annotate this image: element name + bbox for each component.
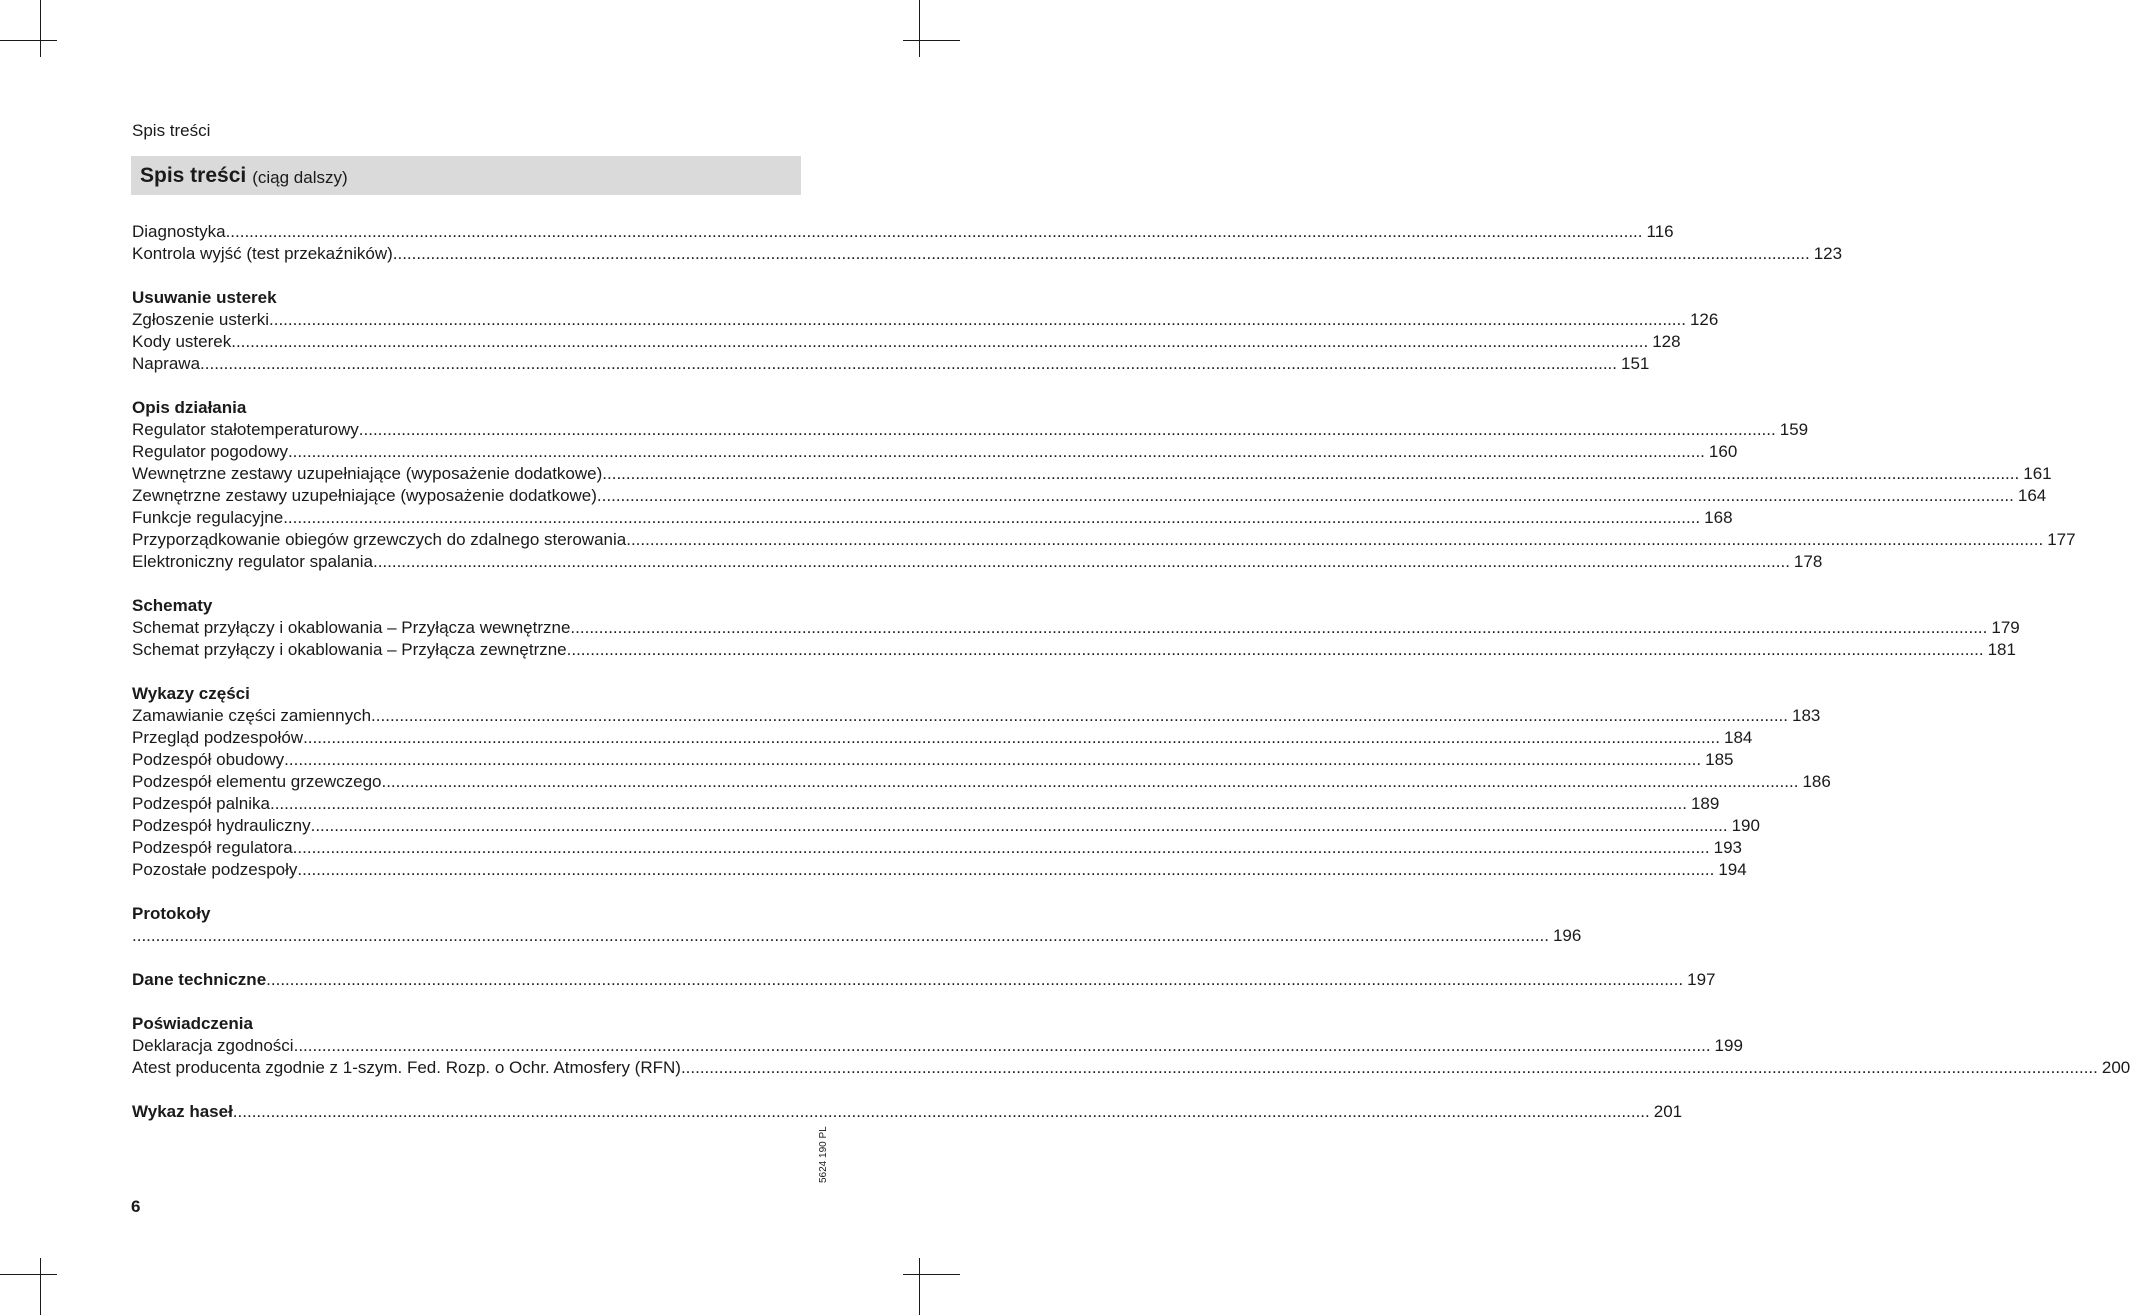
toc-entry[interactable] bbox=[132, 243, 1843, 265]
dot-leader: ............................................................................................................................................................................................................................................................................................................ bbox=[287, 442, 1705, 461]
banner-title: Spis treści bbox=[140, 163, 247, 187]
toc-entry[interactable] bbox=[132, 1101, 1683, 1123]
section-title: Usuwanie usterek bbox=[132, 288, 277, 307]
dot-leader: ............................................................................................................................................................................................................................................................................................................ bbox=[225, 222, 1643, 241]
toc-section bbox=[132, 1013, 2130, 1079]
entry-page-number: 196 bbox=[1552, 926, 1582, 945]
toc-entry[interactable] bbox=[132, 815, 1760, 837]
crop-mark-bottom-left-v bbox=[40, 1258, 41, 1315]
dot-leader: ............................................................................................................................................................................................................................................................................................................ bbox=[371, 706, 1788, 725]
entry-page-number: 151 bbox=[1621, 354, 1650, 373]
entry-label: Zewnętrzne zestawy uzupełniające (wyposażenie dodatkowe) bbox=[132, 486, 597, 505]
entry-page-number: 123 bbox=[1813, 244, 1843, 263]
toc-section bbox=[132, 221, 1843, 265]
entry-label: Podzespół palnika bbox=[132, 794, 270, 813]
entry-page-number: 190 bbox=[1731, 816, 1760, 835]
entry-label: Funkcje regulacyjne bbox=[132, 508, 284, 527]
toc-entry[interactable] bbox=[132, 419, 1809, 441]
entry-page-number: 181 bbox=[1987, 640, 2016, 659]
entry-label: Dane techniczne bbox=[132, 970, 267, 989]
toc-entry[interactable] bbox=[132, 529, 2076, 551]
entry-page-number: 116 bbox=[1646, 222, 1674, 241]
toc-banner bbox=[131, 156, 801, 195]
entry-page-number: 201 bbox=[1653, 1102, 1683, 1121]
toc-entry[interactable] bbox=[132, 925, 1582, 947]
dot-leader: ............................................................................................................................................................................................................................................................................................................ bbox=[602, 464, 2020, 483]
toc-entry[interactable] bbox=[132, 441, 1738, 463]
entry-label: Podzespół elementu grzewczego bbox=[132, 772, 382, 791]
entry-page-number: 193 bbox=[1713, 838, 1742, 857]
entry-page-number: 197 bbox=[1687, 970, 1716, 989]
entry-label: Kontrola wyjść (test przekaźników) bbox=[132, 244, 393, 263]
toc-entry[interactable] bbox=[132, 749, 1734, 771]
crop-mark-top-right-v bbox=[919, 0, 920, 57]
entry-label: Przyporządkowanie obiegów grzewczych do zdalnego sterowania bbox=[132, 530, 627, 549]
toc-entry[interactable] bbox=[132, 309, 1719, 331]
entry-page-number: 128 bbox=[1652, 332, 1681, 351]
dot-leader: ............................................................................................................................................................................................................................................................................................................ bbox=[392, 244, 1810, 263]
section-title: Protokoły bbox=[132, 904, 211, 923]
entry-label: Podzespół hydrauliczny bbox=[132, 816, 311, 835]
toc-entry[interactable] bbox=[132, 859, 1747, 881]
entry-page-number: 159 bbox=[1779, 420, 1809, 439]
crop-mark-bottom-right-v bbox=[919, 1258, 920, 1315]
crop-mark-top-right-h bbox=[903, 40, 960, 41]
crop-mark-bottom-left-h bbox=[0, 1274, 57, 1275]
entry-label: Wykaz haseł bbox=[132, 1102, 233, 1121]
banner-subtitle: (ciąg dalszy) bbox=[252, 167, 348, 187]
dot-leader: ............................................................................................................................................................................................................................................................................................................ bbox=[231, 332, 1649, 351]
dot-leader: ............................................................................................................................................................................................................................................................................................................ bbox=[310, 816, 1728, 835]
entry-label: Podzespół regulatora bbox=[132, 838, 293, 857]
dot-leader: ............................................................................................................................................................................................................................................................................................................ bbox=[266, 970, 1684, 989]
page-number: 6 bbox=[131, 1197, 141, 1216]
toc-section bbox=[132, 903, 1582, 947]
crop-mark-top-left-v bbox=[40, 0, 41, 57]
toc-entry[interactable] bbox=[132, 551, 1823, 573]
entry-page-number: 199 bbox=[1714, 1036, 1743, 1055]
toc-entry[interactable] bbox=[132, 727, 1753, 749]
dot-leader: ............................................................................................................................................................................................................................................................................................................ bbox=[297, 860, 1715, 879]
entry-label: Deklaracja zgodności bbox=[132, 1036, 294, 1055]
toc-entry[interactable] bbox=[132, 1057, 2130, 1079]
entry-label: Pozostałe podzespoły bbox=[132, 860, 298, 879]
dot-leader: ............................................................................................................................................................................................................................................................................................................ bbox=[269, 310, 1686, 329]
dot-leader: ............................................................................................................................................................................................................................................................................................................ bbox=[381, 772, 1799, 791]
toc-section bbox=[132, 969, 1716, 991]
dot-leader: ............................................................................................................................................................................................................................................................................................................ bbox=[596, 486, 2014, 505]
entry-label: Regulator stałotemperaturowy bbox=[132, 420, 359, 439]
crop-mark-top-left-h bbox=[0, 40, 57, 41]
dot-leader: ............................................................................................................................................................................................................................................................................................................ bbox=[372, 552, 1790, 571]
dot-leader: ............................................................................................................................................................................................................................................................................................................ bbox=[284, 750, 1702, 769]
entry-page-number: 200 bbox=[2101, 1058, 2130, 1077]
toc-entry[interactable] bbox=[132, 331, 1681, 353]
dot-leader: ............................................................................................................................................................................................................................................................................................................ bbox=[292, 838, 1710, 857]
toc-entry[interactable] bbox=[132, 463, 2052, 485]
toc-entry[interactable] bbox=[132, 771, 1831, 793]
toc-entry[interactable] bbox=[132, 485, 2047, 507]
dot-leader: ............................................................................................................................................................................................................................................................................................................ bbox=[132, 926, 1549, 945]
toc-entry[interactable] bbox=[132, 705, 1821, 727]
entry-label: Diagnostyka bbox=[132, 222, 226, 241]
section-title: Schematy bbox=[132, 596, 213, 615]
dot-leader: ............................................................................................................................................................................................................................................................................................................ bbox=[232, 1102, 1650, 1121]
section-title: Poświadczenia bbox=[132, 1014, 253, 1033]
entry-page-number: 185 bbox=[1705, 750, 1734, 769]
toc-section bbox=[132, 287, 1719, 375]
dot-leader: ............................................................................................................................................................................................................................................................................................................ bbox=[680, 1058, 2098, 1077]
dot-leader: ............................................................................................................................................................................................................................................................................................................ bbox=[570, 618, 1988, 637]
toc-section bbox=[132, 595, 2020, 661]
entry-page-number: 168 bbox=[1704, 508, 1733, 527]
toc-section bbox=[132, 683, 1831, 881]
toc-entry[interactable] bbox=[132, 969, 1716, 991]
table-of-contents bbox=[132, 221, 2130, 1145]
entry-label: Podzespół obudowy bbox=[132, 750, 285, 769]
toc-entry[interactable] bbox=[132, 617, 2020, 639]
section-title: Opis działania bbox=[132, 398, 247, 417]
toc-entry[interactable] bbox=[132, 507, 1733, 529]
entry-label: Schemat przyłączy i okablowania – Przyłącza wewnętrzne bbox=[132, 618, 571, 637]
running-header: Spis treści bbox=[132, 121, 211, 140]
toc-entry[interactable] bbox=[132, 639, 2016, 661]
entry-page-number: 186 bbox=[1802, 772, 1831, 791]
entry-label: Atest producenta zgodnie z 1-szym. Fed. Rozp. o Ochr. Atmosfery (RFN) bbox=[132, 1058, 681, 1077]
entry-label: Wewnętrzne zestawy uzupełniające (wyposażenie dodatkowe) bbox=[132, 464, 603, 483]
entry-page-number: 164 bbox=[2017, 486, 2047, 505]
dot-leader: ............................................................................................................................................................................................................................................................................................................ bbox=[626, 530, 2044, 549]
entry-label: Przegląd podzespołów bbox=[132, 728, 304, 747]
document-code: 5624 190 PL bbox=[818, 1126, 829, 1183]
dot-leader: ............................................................................................................................................................................................................................................................................................................ bbox=[283, 508, 1701, 527]
toc-entry[interactable] bbox=[132, 793, 1720, 815]
dot-leader: ............................................................................................................................................................................................................................................................................................................ bbox=[358, 420, 1776, 439]
entry-label: Zamawianie części zamiennych bbox=[132, 706, 372, 725]
toc-section bbox=[132, 397, 2076, 573]
entry-label: Schemat przyłączy i okablowania – Przyłącza zewnętrzne bbox=[132, 640, 567, 659]
entry-page-number: 126 bbox=[1689, 310, 1719, 329]
entry-page-number: 194 bbox=[1718, 860, 1747, 879]
entry-page-number: 177 bbox=[2047, 530, 2076, 549]
entry-page-number: 179 bbox=[1991, 618, 2020, 637]
entry-page-number: 183 bbox=[1792, 706, 1821, 725]
entry-label: Elektroniczny regulator spalania bbox=[132, 552, 373, 571]
toc-entry[interactable] bbox=[132, 221, 1674, 243]
entry-page-number: 184 bbox=[1724, 728, 1753, 747]
entry-page-number: 160 bbox=[1708, 442, 1738, 461]
entry-label: Regulator pogodowy bbox=[132, 442, 288, 461]
section-title: Wykazy części bbox=[132, 684, 250, 703]
dot-leader: ............................................................................................................................................................................................................................................................................................................ bbox=[303, 728, 1721, 747]
dot-leader: ............................................................................................................................................................................................................................................................................................................ bbox=[566, 640, 1984, 659]
dot-leader: ............................................................................................................................................................................................................................................................................................................ bbox=[293, 1036, 1711, 1055]
crop-mark-bottom-right-h bbox=[903, 1274, 960, 1275]
entry-page-number: 189 bbox=[1690, 794, 1720, 813]
entry-page-number: 161 bbox=[2023, 464, 2052, 483]
toc-entry[interactable] bbox=[132, 837, 1742, 859]
entry-label: Naprawa bbox=[132, 354, 201, 373]
entry-page-number: 178 bbox=[1793, 552, 1823, 571]
dot-leader: ............................................................................................................................................................................................................................................................................................................ bbox=[200, 354, 1617, 373]
entry-label: Zgłoszenie usterki bbox=[132, 310, 270, 329]
toc-entry[interactable] bbox=[132, 353, 1650, 375]
toc-entry[interactable] bbox=[132, 1035, 1743, 1057]
dot-leader: ............................................................................................................................................................................................................................................................................................................ bbox=[269, 794, 1687, 813]
entry-label: Kody usterek bbox=[132, 332, 232, 351]
toc-section bbox=[132, 1101, 1683, 1123]
